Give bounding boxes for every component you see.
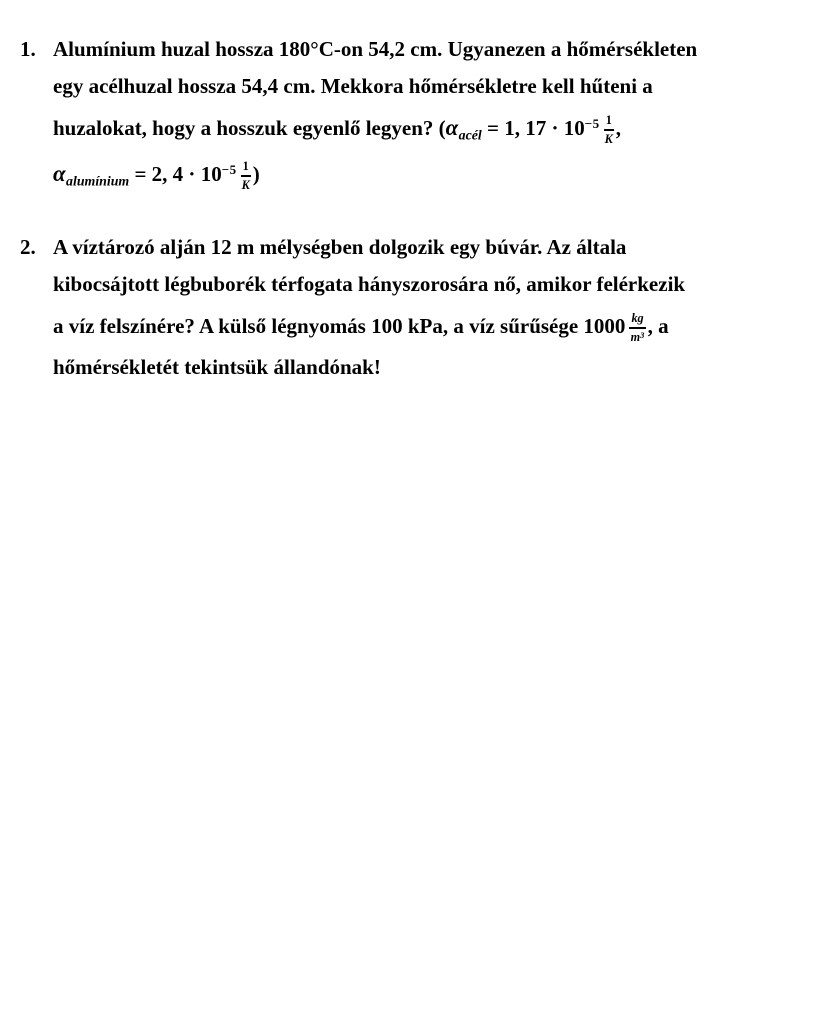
fraction-numerator: 1 bbox=[241, 159, 251, 176]
alpha-acel-symbol: α bbox=[445, 115, 459, 140]
problem-1 bbox=[20, 31, 812, 197]
problem-2-line-1: A víztározó alján 12 m mélységben dolgozik egy búvár. Az általa bbox=[53, 235, 627, 259]
fraction-numerator: kg bbox=[629, 311, 645, 328]
problem-2-line-3 bbox=[53, 303, 812, 349]
fraction-denominator-base: m bbox=[630, 329, 641, 344]
fraction-numerator: 1 bbox=[604, 113, 614, 130]
problem-1-text bbox=[53, 31, 812, 197]
fraction-one-per-kelvin bbox=[604, 113, 614, 146]
problem-2 bbox=[20, 229, 812, 386]
alpha-aluminium-symbol: α bbox=[53, 161, 67, 186]
alpha-acel-exponent: −5 bbox=[584, 115, 600, 131]
problem-1-line-2: egy acélhuzal hossza 54,4 cm. Mekkora hőmérsékletre kell hűteni a bbox=[53, 74, 653, 98]
alpha-acel-subscript: acél bbox=[458, 127, 482, 143]
problem-2-line-4: hőmérsékletét tekintsük állandónak! bbox=[53, 355, 381, 379]
alpha-acel-value: = 1, 17 · 10 bbox=[481, 116, 585, 140]
fraction-denominator: K bbox=[241, 177, 250, 192]
problem-2-line-3-end: , a bbox=[647, 314, 669, 338]
problem-2-line-2: kibocsájtott légbuborék térfogata hányszorosára nő, amikor felérkezik bbox=[53, 272, 686, 296]
alpha-aluminium-subscript: alumínium bbox=[66, 173, 130, 189]
problem-1-line-3 bbox=[53, 105, 812, 151]
problem-1-line-1: Alumínium huzal hossza 180°C-on 54,2 cm. Ugyanezen a hőmérsékleten bbox=[53, 37, 698, 61]
fraction-denominator-exponent: 3 bbox=[640, 329, 645, 340]
alpha-aluminium-exponent: −5 bbox=[221, 161, 237, 177]
fraction-kg-per-cubic-meter bbox=[629, 311, 645, 344]
fraction-denominator: K bbox=[604, 131, 613, 146]
problem-2-line-3-text: a víz felszínére? A külső légnyomás 100 kPa, a víz sűrűsége 1000 bbox=[53, 314, 626, 338]
problem-1-number: 1. bbox=[20, 37, 36, 61]
problem-1-line-3-end: , bbox=[615, 116, 622, 140]
problem-1-line-4 bbox=[53, 151, 812, 197]
fraction-one-per-kelvin bbox=[241, 159, 251, 192]
alpha-aluminium-value: = 2, 4 · 10 bbox=[129, 162, 222, 186]
problem-2-number: 2. bbox=[20, 235, 36, 259]
problem-1-line-4-end: ) bbox=[252, 162, 260, 186]
problem-1-line-3-text: huzalokat, hogy a hosszuk egyenlő legyen? ( bbox=[53, 116, 446, 140]
problem-2-text bbox=[53, 229, 812, 386]
fraction-denominator bbox=[629, 329, 645, 344]
